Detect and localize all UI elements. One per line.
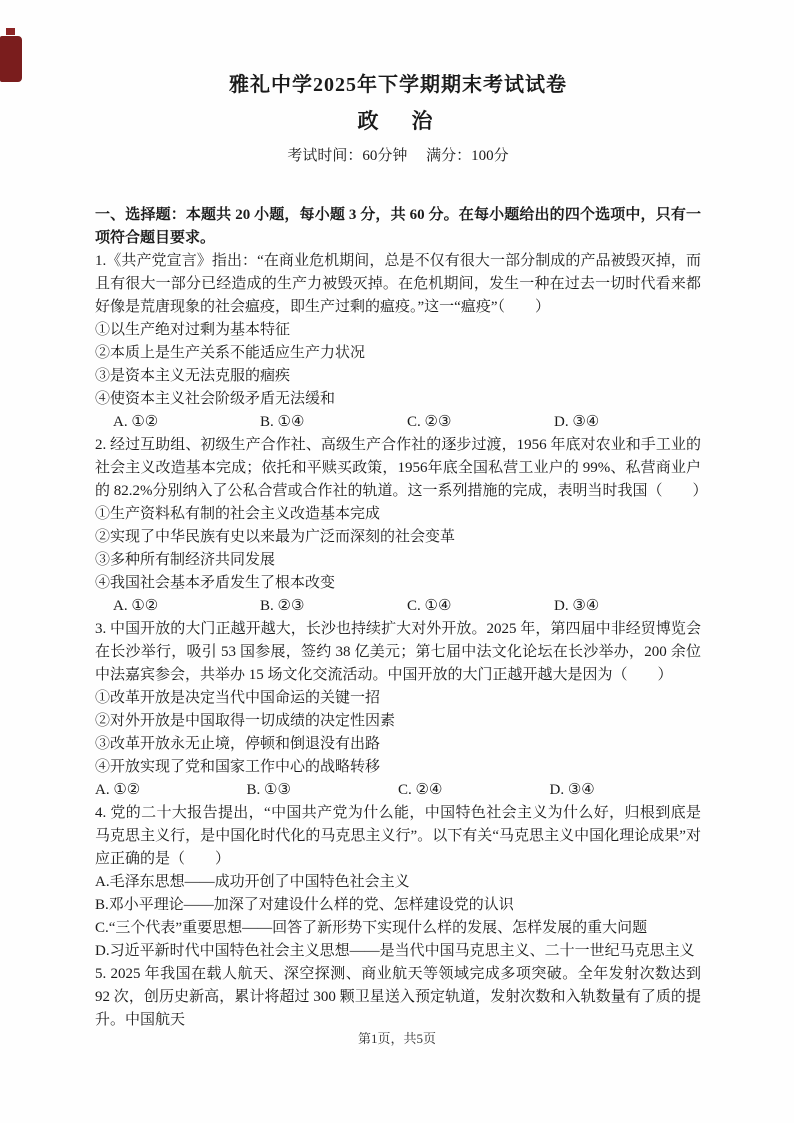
question-item: ④开放实现了党和国家工作中心的战略转移	[95, 759, 381, 775]
choice-a: A. ①②	[95, 782, 141, 798]
page-content	[95, 70, 708, 1032]
question-stem: 4. 党的二十大报告提出，“中国共产党为什么能，中国特色社会主义为什么好，归根到底是马克思主义行，是中国化时代化的马克思主义行”。以下有关“马克思主义中国化理论成果”对应正确的是（ ）	[95, 805, 701, 867]
question-item: ②实现了中华民族有史以来最为广泛而深刻的社会变革	[95, 529, 456, 545]
question-1	[95, 250, 701, 434]
choice-a: A. ①②	[113, 598, 159, 614]
question-5	[95, 963, 701, 1032]
exam-subject: 政 治	[357, 109, 439, 133]
page-footer: 第1页，共5页	[357, 1031, 436, 1046]
question-stem: 5. 2025 年我国在载人航天、深空探测、商业航天等领域完成多项突破。全年发射次数达到 92 次，创历史新高，累计将超过 300 颗卫星送入预定轨道，发射次数和入轨数量有了质的提升。中国航天	[95, 966, 701, 1028]
answer-line-a: A.毛泽东思想——成功开创了中国特色社会主义	[95, 874, 410, 890]
question-2	[95, 434, 708, 618]
question-stem: 2. 经过互助组、初级生产合作社、高级生产合作社的逐步过渡，1956 年底对农业和手工业的社会主义改造基本完成；依托和平赎买政策，1956年底全国私营工业户的 99%、私营商业户的 82.2%分别纳入了公私合营或合作社的轨道。这一系列措施的完成，表明当时我国（ ）	[95, 437, 708, 499]
corner-stamp	[0, 36, 22, 82]
answer-line-d: D.习近平新时代中国特色社会主义思想——是当代中国马克思主义、二十一世纪马克思主义	[95, 943, 695, 959]
question-stem: 1.《共产党宣言》指出：“在商业危机期间，总是不仅有很大一部分制成的产品被毁灭掉，而且有很大一部分已经造成的生产力被毁灭掉。在危机期间，发生一种在过去一切时代看来都好像是荒唐现象的社会瘟疫，即生产过剩的瘟疫。”这一“瘟疫”（ ）	[95, 253, 701, 315]
question-item: ④使资本主义社会阶级矛盾无法缓和	[95, 391, 336, 407]
question-4	[95, 802, 701, 963]
question-item: ②对外开放是中国取得一切成绩的决定性因素	[95, 713, 396, 729]
choice-c: C. ①④	[407, 598, 452, 614]
section-heading: 一、选择题：本题共 20 小题，每小题 3 分，共 60 分。在每小题给出的四个选项中，只有一项符合题目要求。	[95, 207, 701, 246]
question-3	[95, 618, 701, 802]
question-item: ③多种所有制经济共同发展	[95, 552, 276, 568]
choice-c: C. ②③	[407, 414, 452, 430]
question-item: ①生产资料私有制的社会主义改造基本完成	[95, 506, 381, 522]
choice-b: B. ②③	[260, 598, 305, 614]
question-item: ②本质上是生产关系不能适应生产力状况	[95, 345, 366, 361]
question-stem: 3. 中国开放的大门正越开越大，长沙也持续扩大对外开放。2025 年，第四届中非经贸博览会在长沙举行，吸引 53 国参展，签约 38 亿美元；第七届中法文化论坛在长沙举办，200 余位中法嘉宾参会，共举办 15 场文化交流活动。中国开放的大门正越开越大是因为（ ）	[95, 621, 701, 683]
choices-row	[95, 411, 701, 434]
question-item: ③改革开放永无止境，停顿和倒退没有出路	[95, 736, 381, 752]
choice-a: A. ①②	[113, 414, 159, 430]
exam-title: 雅礼中学2025年下学期期末考试试卷	[229, 74, 567, 96]
choices-row	[95, 595, 701, 618]
choice-d: D. ③④	[554, 598, 600, 614]
choice-d: D. ③④	[554, 414, 600, 430]
choice-d: D. ③④	[549, 782, 595, 798]
choice-c: C. ②④	[398, 782, 443, 798]
question-item: ④我国社会基本矛盾发生了根本改变	[95, 575, 336, 591]
answer-line-b: B.邓小平理论——加深了对建设什么样的党、怎样建设党的认识	[95, 897, 514, 913]
answer-line-c: C.“三个代表”重要思想——回答了新形势下实现什么样的发展、怎样发展的重大问题	[95, 920, 648, 936]
choice-b: B. ①④	[260, 414, 305, 430]
choice-b: B. ①③	[246, 782, 291, 798]
choices-row	[95, 779, 701, 802]
question-item: ③是资本主义无法克服的痼疾	[95, 368, 291, 384]
question-item: ①以生产绝对过剩为基本特征	[95, 322, 291, 338]
exam-info: 考试时间：60分钟 满分：100分	[287, 148, 509, 164]
question-item: ①改革开放是决定当代中国命运的关键一招	[95, 690, 381, 706]
